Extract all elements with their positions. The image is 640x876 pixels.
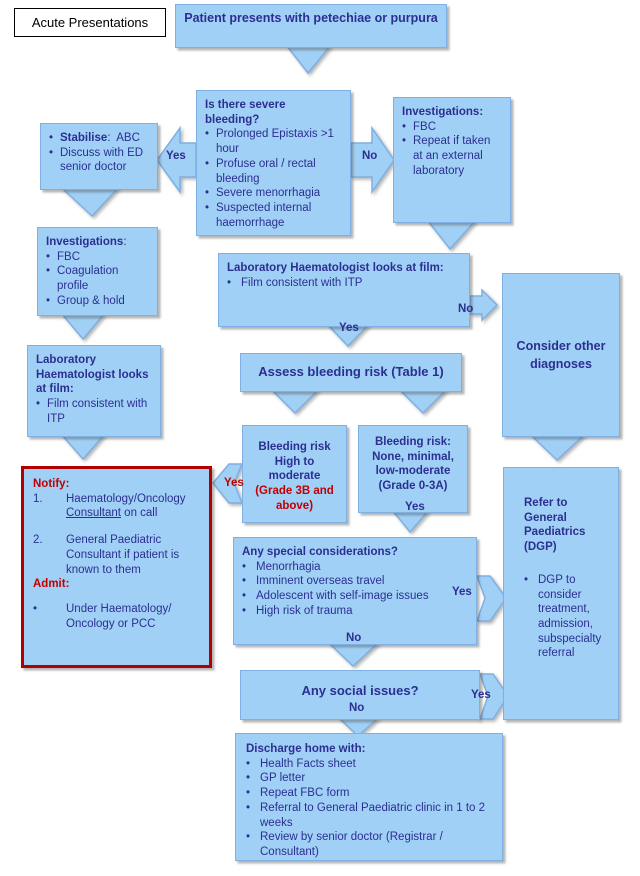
node-title: Any special considerations? bbox=[242, 546, 398, 558]
node-assess-bleeding-risk bbox=[240, 353, 462, 392]
bullet-item: • FBC bbox=[402, 120, 436, 133]
node-lab-film-center bbox=[218, 253, 470, 327]
node-title: Investigations: bbox=[402, 106, 484, 118]
connector-stabilise-down bbox=[62, 188, 118, 216]
node-severe-bleeding bbox=[196, 90, 351, 236]
node-special-considerations bbox=[233, 537, 477, 645]
connector-lab-left-down bbox=[62, 435, 104, 459]
bullet-item: • Prolonged Epistaxis >1 hour bbox=[205, 128, 334, 156]
bullet-icon: • bbox=[246, 801, 251, 814]
page-title bbox=[14, 8, 166, 37]
connector-low-yes-down bbox=[393, 511, 428, 532]
node-bleeding-risk-low: Bleeding risk: None, minimal, low-moderate (Grade 0-3A) bbox=[358, 425, 468, 513]
edge-label-social-no: No bbox=[349, 702, 365, 714]
bullet-item: • Referral to General Paediatric clinic in 1 to 2 weeks bbox=[246, 801, 485, 829]
node-investigations-left bbox=[37, 227, 158, 316]
bullet-item: • Adolescent with self-image issues bbox=[242, 590, 429, 603]
bullet-item: • FBC bbox=[46, 250, 80, 263]
node-title: Investigations: bbox=[46, 236, 127, 248]
bullet-item: • Menorrhagia bbox=[242, 560, 321, 573]
bullet-icon: • bbox=[46, 294, 51, 307]
bullet-icon: • bbox=[246, 772, 251, 785]
bullet-item: • Under Haematology/ Oncology or PCC bbox=[33, 603, 172, 630]
notify-heading: Notify: bbox=[33, 478, 70, 490]
bullet-icon: • bbox=[242, 590, 247, 603]
bullet-icon: • bbox=[49, 146, 54, 159]
bullet-icon: • bbox=[205, 202, 210, 215]
bullet-item: • Stabilise: ABC bbox=[49, 132, 140, 144]
bullet-item: • Film consistent with ITP bbox=[36, 398, 148, 425]
node-title: Is there severe bleeding? bbox=[205, 99, 286, 126]
bullet-icon: • bbox=[242, 560, 247, 573]
bullet-item: • Film consistent with ITP bbox=[227, 276, 363, 289]
node-title: Laboratory Haematologist looks at film: bbox=[36, 354, 149, 396]
bullet-item: • Severe menorrhagia bbox=[205, 187, 321, 200]
bullet-icon: • bbox=[205, 157, 210, 170]
edge-label-film-no: No bbox=[458, 303, 474, 315]
bullet-icon: • bbox=[205, 128, 210, 141]
bullet-item: • Imminent overseas travel bbox=[242, 575, 385, 588]
bullet-icon: • bbox=[46, 250, 51, 263]
bullet-icon: • bbox=[402, 135, 407, 148]
bullet-item: • Repeat FBC form bbox=[246, 787, 350, 800]
node-text: Consider other diagnoses bbox=[516, 338, 606, 371]
edge-label-high-yes: Yes bbox=[224, 477, 244, 489]
bullet-icon: • bbox=[46, 265, 51, 278]
node-investigations-ed bbox=[393, 97, 511, 223]
admit-heading: Admit: bbox=[33, 578, 70, 591]
node-refer-dgp bbox=[503, 467, 619, 720]
connector-consider-down bbox=[531, 435, 584, 460]
node-stabilise bbox=[40, 123, 158, 190]
node-bleeding-risk-high: Bleeding risk High to moderate (Grade 3B and above) bbox=[242, 425, 347, 523]
edge-label-special-yes: Yes bbox=[452, 586, 472, 598]
bullet-item: • Review by senior doctor (Registrar / Consultant) bbox=[246, 831, 443, 859]
bullet-icon: • bbox=[246, 757, 251, 770]
page-title-text: Acute Presentations bbox=[31, 15, 149, 30]
node-title: Refer to General Paediatrics (DGP) bbox=[524, 497, 586, 554]
bullet-icon: • bbox=[242, 575, 247, 588]
connector-investigations-left-down bbox=[62, 314, 104, 339]
node-notify-admit bbox=[21, 466, 212, 668]
bullet-icon: • bbox=[36, 398, 41, 411]
edge-label-severe-yes: Yes bbox=[166, 150, 186, 162]
bullet-icon: • bbox=[205, 187, 210, 200]
bullet-icon: • bbox=[49, 132, 54, 144]
edge-label-severe-no: No bbox=[362, 150, 378, 162]
connector-assess-right-down bbox=[400, 390, 446, 413]
node-discharge-home bbox=[235, 733, 503, 861]
edge-label-low-yes: Yes bbox=[405, 501, 425, 513]
bullet-item: • High risk of trauma bbox=[242, 604, 353, 617]
numbered-item: 2. General Paediatric Consultant if patient is known to them bbox=[33, 534, 180, 576]
node-text: Any social issues? bbox=[301, 683, 419, 699]
bullet-item: • Suspected internal haemorrhage bbox=[205, 202, 312, 229]
bullet-icon: • bbox=[524, 573, 529, 586]
bullet-item: • Coagulation profile bbox=[46, 265, 119, 293]
node-text: Patient presents with petechiae or purpura bbox=[184, 11, 438, 25]
connector-special-no-down bbox=[329, 643, 378, 666]
bullet-icon: • bbox=[402, 120, 407, 133]
connector-assess-left-down bbox=[272, 390, 318, 413]
numbered-item: 1. Haematology/Oncology Consultant on call bbox=[33, 492, 186, 520]
bullet-icon: • bbox=[227, 276, 232, 289]
arrow-special-yes-right bbox=[477, 576, 506, 621]
node-title: Discharge home with: bbox=[246, 743, 366, 755]
bullet-item: • Profuse oral / rectal bleeding bbox=[205, 157, 316, 185]
bullet-item: • Discuss with ED senior doctor bbox=[49, 146, 144, 174]
node-patient-presents bbox=[175, 4, 447, 48]
bullet-item: • Repeat if taken at an external laboratory bbox=[402, 135, 491, 177]
edge-label-film-yes: Yes bbox=[339, 322, 359, 334]
edge-label-social-yes: Yes bbox=[471, 689, 491, 701]
node-consider-other-diagnoses bbox=[502, 273, 620, 437]
edge-label-special-no: No bbox=[346, 632, 362, 644]
bullet-icon: • bbox=[246, 831, 251, 844]
bullet-item: • DGP to consider treatment, admission, subspecialty referral bbox=[524, 573, 602, 660]
bullet-icon: • bbox=[33, 603, 38, 616]
bullet-item: • Group & hold bbox=[46, 294, 125, 307]
connector-patient-down bbox=[287, 46, 330, 73]
bullet-item: • GP letter bbox=[246, 772, 306, 785]
connector-investigations-right-down bbox=[428, 221, 475, 249]
node-text: Assess bleeding risk (Table 1) bbox=[258, 364, 444, 380]
node-title: Laboratory Haematologist looks at film: bbox=[227, 262, 444, 274]
bullet-item: • Health Facts sheet bbox=[246, 757, 356, 770]
bullet-icon: • bbox=[246, 787, 251, 800]
bullet-icon: • bbox=[242, 604, 247, 617]
node-lab-film-left bbox=[27, 345, 161, 437]
arrow-film-no-right bbox=[470, 290, 497, 320]
